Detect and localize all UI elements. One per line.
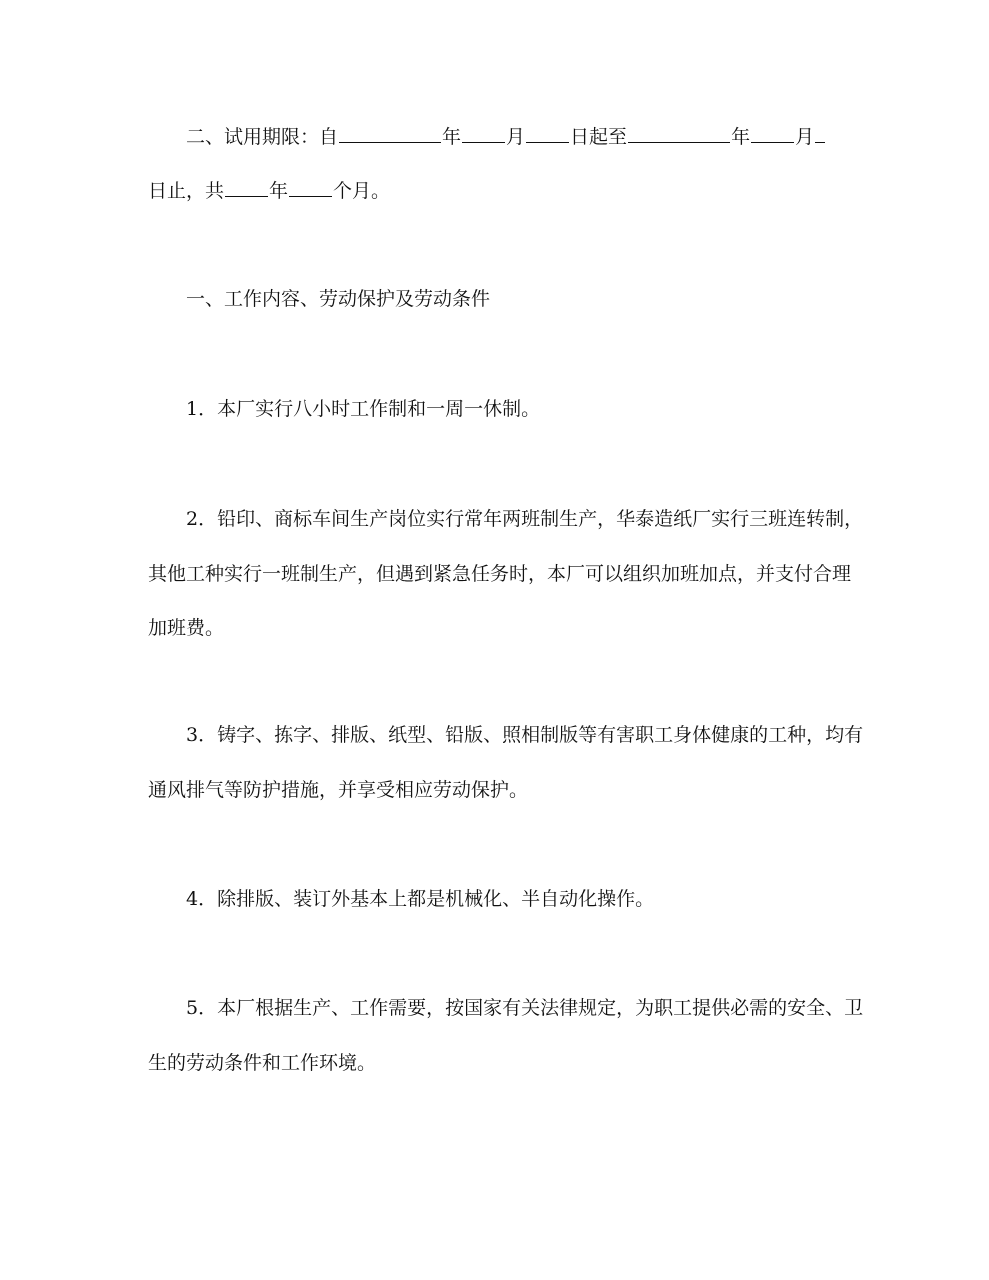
clause-3-line-2 [0,777,989,803]
duration-year-label: 年 [269,180,289,202]
probation-label: 二、试用期限：自 [186,126,339,148]
clause-text: 生的劳动条件和工作环境。 [148,1052,377,1074]
end-month-blank [751,122,794,143]
clause-text: 3．铸字、拣字、排版、纸型、铅版、照相制版等有害职工身体健康的工种，均有 [186,724,864,746]
year-label: 年 [442,126,462,148]
month-label-2: 月 [795,126,815,148]
start-day-blank [526,122,569,143]
year-label-2: 年 [731,126,751,148]
clause-text: 通风排气等防护措施，并享受相应劳动保护。 [148,779,529,801]
clause-3-line-1 [0,722,989,748]
month-label: 月 [506,126,526,148]
clause-2-line-2 [0,561,989,587]
clause-text: 5．本厂根据生产、工作需要，按国家有关法律规定，为职工提供必需的安全、卫 [186,997,864,1019]
clause-5-line-1 [0,995,989,1021]
clause-2-line-1 [0,506,989,532]
section-heading [0,286,989,312]
probation-line-2 [0,176,989,204]
start-month-blank [462,122,505,143]
clause-5-line-2 [0,1050,989,1076]
duration-month-label: 个月。 [333,180,391,202]
clause-text: 2．铅印、商标车间生产岗位实行常年两班制生产，华泰造纸厂实行三班连转制， [186,508,864,530]
probation-line-1 [0,122,989,150]
clause-text: 4．除排版、装订外基本上都是机械化、半自动化操作。 [186,888,655,910]
clause-2-line-3 [0,615,989,641]
day-to-label: 日起至 [570,126,628,148]
duration-month-blank [289,176,332,197]
clause-text: 1．本厂实行八小时工作制和一周一休制。 [186,398,541,420]
clause-4-line-1 [0,886,989,912]
start-year-blank [339,122,441,143]
end-day-blank [815,122,825,143]
clause-1-line-1 [0,396,989,422]
duration-prefix: 日止，共 [148,180,225,202]
end-year-blank [628,122,730,143]
clause-text: 加班费。 [148,617,225,639]
section-heading-text: 一、工作内容、劳动保护及劳动条件 [186,288,491,310]
duration-year-blank [225,176,268,197]
clause-text: 其他工种实行一班制生产，但遇到紧急任务时，本厂可以组织加班加点，并支付合理 [148,563,852,585]
